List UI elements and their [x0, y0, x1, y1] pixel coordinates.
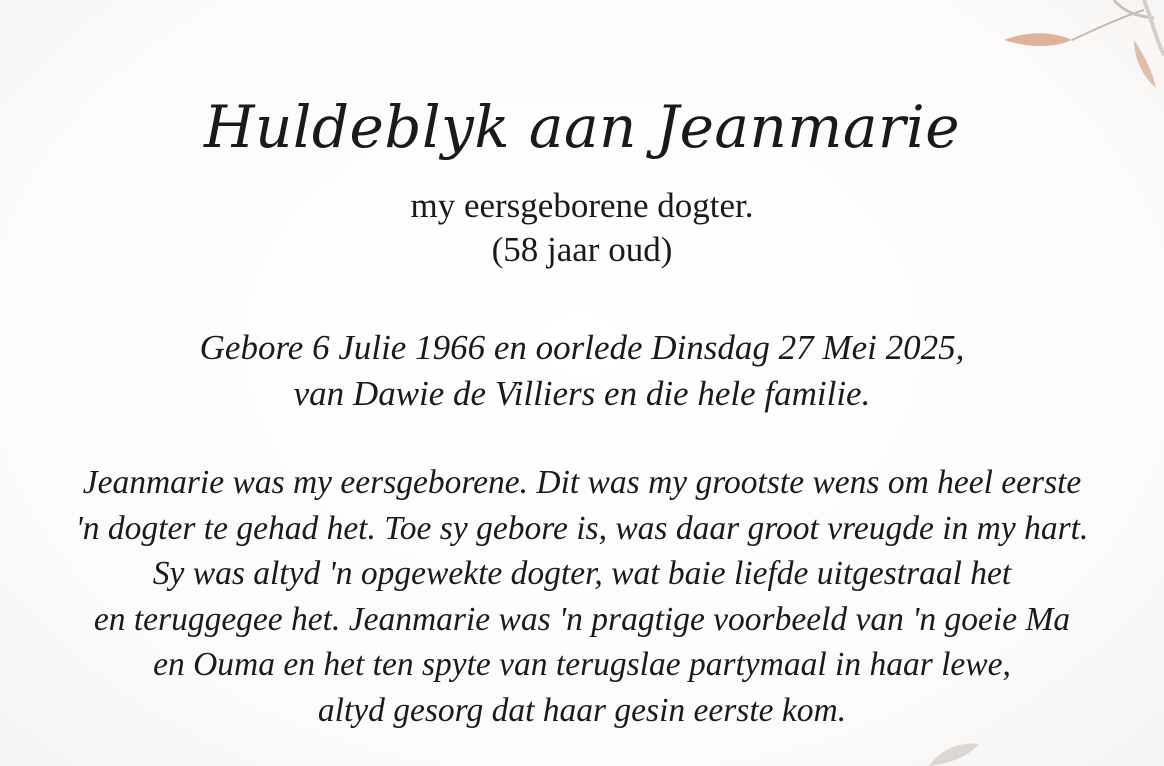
- tribute-paragraph: [0, 460, 1164, 733]
- tribute-line: altyd gesorg dat haar gesin eerste kom.: [317, 691, 847, 729]
- tribute-line: Sy was altyd 'n opgewekte dogter, wat baie liefde uitgestraal het: [152, 555, 1012, 592]
- leaf-icon: [924, 736, 984, 766]
- subtitle-age: (58 jaar oud): [491, 230, 673, 269]
- floral-leaves-icon: [994, 0, 1164, 90]
- family-line: van Dawie de Villiers en die hele familie.: [293, 374, 871, 413]
- dates-line: Gebore 6 Julie 1966 en oorlede Dinsdag 27 Mei 2025,: [199, 328, 965, 367]
- tribute-line: Jeanmarie was my eersgeborene. Dit was my grootste wens om heel eerste: [82, 464, 1082, 501]
- page-title: Huldeblyk aan Jeanmarie: [203, 93, 961, 161]
- subtitle-relation: my eersgeborene dogter.: [410, 186, 754, 225]
- tribute-line: 'n dogter te gehad het. Toe sy gebore is, was daar groot vreugde in my hart.: [75, 509, 1089, 547]
- tribute-line: en teruggegee het. Jeanmarie was 'n pragtige voorbeeld van 'n goeie Ma: [93, 600, 1071, 638]
- tribute-line: en Ouma en het ten spyte van terugslae partymaal in haar lewe,: [153, 646, 1011, 683]
